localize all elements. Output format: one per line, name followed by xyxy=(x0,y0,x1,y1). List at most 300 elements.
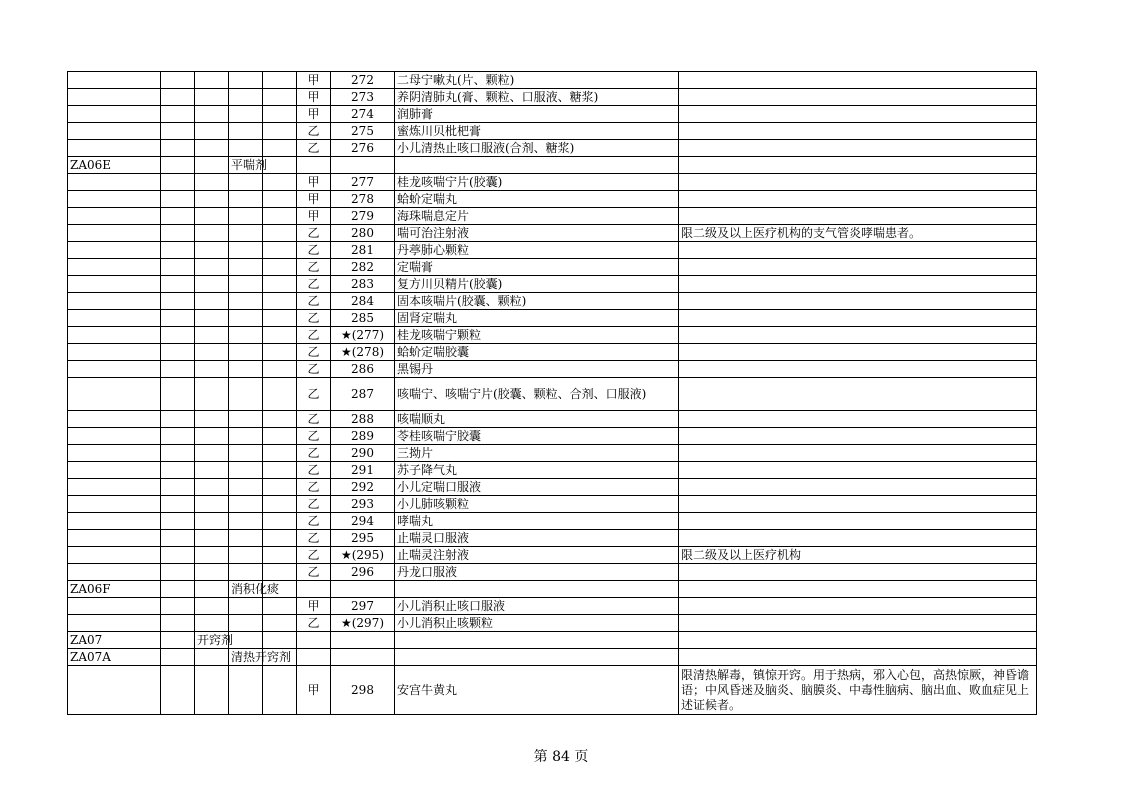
level3-cell xyxy=(229,411,263,428)
drug-number-cell: 297 xyxy=(331,598,395,615)
remarks-cell xyxy=(679,140,1037,157)
category-code-cell xyxy=(68,428,161,445)
table-row xyxy=(68,547,1037,564)
category-code-cell xyxy=(68,496,161,513)
drug-number-cell: 273 xyxy=(331,89,395,106)
drug-name-cell: 止喘灵口服液 xyxy=(395,530,679,547)
remarks-cell xyxy=(679,293,1037,310)
remarks-cell xyxy=(679,615,1037,632)
category-code-cell xyxy=(68,564,161,581)
grade-cell: 乙 xyxy=(297,547,331,564)
remarks-cell xyxy=(679,462,1037,479)
level1-cell xyxy=(161,581,195,598)
drug-name-cell: 蜜炼川贝枇杷膏 xyxy=(395,123,679,140)
remarks-cell xyxy=(679,174,1037,191)
level4-cell xyxy=(263,530,297,547)
level3-cell xyxy=(229,479,263,496)
drug-number-cell: 279 xyxy=(331,208,395,225)
table-row xyxy=(68,123,1037,140)
drug-number-cell xyxy=(331,581,395,598)
table-row xyxy=(68,428,1037,445)
table-row xyxy=(68,513,1037,530)
drug-number-cell: 288 xyxy=(331,411,395,428)
level2-cell xyxy=(195,581,229,598)
drug-number-cell: ★(278) xyxy=(331,344,395,361)
grade-cell: 乙 xyxy=(297,310,331,327)
level1-cell xyxy=(161,513,195,530)
level1-cell xyxy=(161,242,195,259)
level2-cell xyxy=(195,344,229,361)
level1-cell xyxy=(161,649,195,666)
level1-cell xyxy=(161,445,195,462)
drug-name-cell xyxy=(395,157,679,174)
drug-name-cell: 二母宁嗽丸(片、颗粒) xyxy=(395,72,679,89)
level2-cell xyxy=(195,208,229,225)
level3-cell xyxy=(229,378,263,411)
level2-cell xyxy=(195,242,229,259)
level2-cell xyxy=(195,598,229,615)
level3-cell xyxy=(229,462,263,479)
level3-cell xyxy=(229,89,263,106)
level1-cell xyxy=(161,598,195,615)
table-row xyxy=(68,259,1037,276)
table-row xyxy=(68,378,1037,411)
grade-cell: 甲 xyxy=(297,89,331,106)
table-row xyxy=(68,411,1037,428)
grade-cell: 甲 xyxy=(297,666,331,715)
level1-cell xyxy=(161,378,195,411)
table-row xyxy=(68,496,1037,513)
level4-cell xyxy=(263,564,297,581)
level3-cell xyxy=(229,106,263,123)
level3-cell xyxy=(229,428,263,445)
grade-cell: 乙 xyxy=(297,513,331,530)
level4-cell xyxy=(263,191,297,208)
drug-number-cell: ★(297) xyxy=(331,615,395,632)
category-code-cell xyxy=(68,310,161,327)
level3-cell xyxy=(229,72,263,89)
grade-cell: 乙 xyxy=(297,344,331,361)
level3-cell xyxy=(229,445,263,462)
drug-name-cell xyxy=(395,581,679,598)
category-code-cell xyxy=(68,530,161,547)
level3-cell xyxy=(229,513,263,530)
drug-name-cell: 养阴清肺丸(膏、颗粒、口服液、糖浆) xyxy=(395,89,679,106)
drug-number-cell xyxy=(331,632,395,649)
level3-cell xyxy=(229,293,263,310)
remarks-cell xyxy=(679,564,1037,581)
drug-name-cell: 丹龙口服液 xyxy=(395,564,679,581)
level4-cell xyxy=(263,293,297,310)
level4-cell xyxy=(263,310,297,327)
table-row xyxy=(68,344,1037,361)
category-code-cell xyxy=(68,547,161,564)
drug-name-cell: 安宫牛黄丸 xyxy=(395,666,679,715)
remarks-cell xyxy=(679,89,1037,106)
grade-cell: 乙 xyxy=(297,293,331,310)
drug-number-cell: 277 xyxy=(331,174,395,191)
category-code-cell xyxy=(68,462,161,479)
level1-cell xyxy=(161,496,195,513)
level1-cell xyxy=(161,208,195,225)
category-code-cell xyxy=(68,344,161,361)
level3-cell xyxy=(229,666,263,715)
level4-cell xyxy=(263,106,297,123)
drug-number-cell: 295 xyxy=(331,530,395,547)
drug-number-cell: 292 xyxy=(331,479,395,496)
table-row xyxy=(68,242,1037,259)
level3-cell xyxy=(229,174,263,191)
table-row xyxy=(68,89,1037,106)
drug-name-cell: 小儿定喘口服液 xyxy=(395,479,679,496)
remarks-cell: 限清热解毒，镇惊开窍。用于热病，邪入心包，高热惊厥，神昏谵语；中风昏迷及脑炎、脑膜炎、中毒性脑病、脑出血、败血症见上述证候者。 xyxy=(679,666,1037,715)
level3-cell xyxy=(229,632,263,649)
category-code-cell xyxy=(68,276,161,293)
drug-number-cell: 294 xyxy=(331,513,395,530)
drug-name-cell: 复方川贝精片(胶囊) xyxy=(395,276,679,293)
level2-cell xyxy=(195,106,229,123)
level4-cell xyxy=(263,411,297,428)
grade-cell: 甲 xyxy=(297,106,331,123)
remarks-cell xyxy=(679,191,1037,208)
category-code-cell xyxy=(68,361,161,378)
remarks-cell xyxy=(679,649,1037,666)
level1-cell xyxy=(161,310,195,327)
level3-cell xyxy=(229,344,263,361)
drug-number-cell xyxy=(331,649,395,666)
remarks-cell xyxy=(679,208,1037,225)
category-code-cell xyxy=(68,259,161,276)
level1-cell xyxy=(161,479,195,496)
level2-cell xyxy=(195,378,229,411)
category-code-cell xyxy=(68,106,161,123)
grade-cell xyxy=(297,157,331,174)
grade-cell xyxy=(297,581,331,598)
category-code-cell: ZA06E xyxy=(68,157,161,174)
level4-cell xyxy=(263,479,297,496)
remarks-cell xyxy=(679,411,1037,428)
table-row xyxy=(68,445,1037,462)
level3-cell xyxy=(229,242,263,259)
remarks-cell xyxy=(679,581,1037,598)
level2-cell xyxy=(195,191,229,208)
drug-number-cell: 272 xyxy=(331,72,395,89)
level3-cell: 消积化痰 xyxy=(229,581,263,598)
level3-cell xyxy=(229,530,263,547)
level3-cell xyxy=(229,225,263,242)
level2-cell xyxy=(195,462,229,479)
remarks-cell xyxy=(679,344,1037,361)
grade-cell: 乙 xyxy=(297,378,331,411)
category-code-cell xyxy=(68,225,161,242)
level4-cell xyxy=(263,276,297,293)
remarks-cell xyxy=(679,276,1037,293)
level2-cell xyxy=(195,547,229,564)
level2-cell xyxy=(195,89,229,106)
remarks-cell xyxy=(679,378,1037,411)
category-code-cell: ZA06F xyxy=(68,581,161,598)
drug-name-cell: 小儿消积止咳口服液 xyxy=(395,598,679,615)
level1-cell xyxy=(161,140,195,157)
category-code-cell: ZA07 xyxy=(68,632,161,649)
table-row xyxy=(68,615,1037,632)
level4-cell xyxy=(263,174,297,191)
level4-cell xyxy=(263,513,297,530)
level4-cell xyxy=(263,361,297,378)
table-row xyxy=(68,361,1037,378)
table-row xyxy=(68,191,1037,208)
table-row xyxy=(68,72,1037,89)
level3-cell xyxy=(229,547,263,564)
drug-name-cell: 固本咳喘片(胶囊、颗粒) xyxy=(395,293,679,310)
level1-cell xyxy=(161,106,195,123)
level3-cell xyxy=(229,327,263,344)
level4-cell xyxy=(263,225,297,242)
remarks-cell xyxy=(679,157,1037,174)
level2-cell xyxy=(195,479,229,496)
table-row xyxy=(68,632,1037,649)
level2-cell xyxy=(195,649,229,666)
table-row xyxy=(68,293,1037,310)
drug-name-cell: 蛤蚧定喘胶囊 xyxy=(395,344,679,361)
remarks-cell xyxy=(679,361,1037,378)
page-number: 第 84 页 xyxy=(533,749,589,765)
level3-cell: 平喘剂 xyxy=(229,157,263,174)
grade-cell: 甲 xyxy=(297,598,331,615)
table-row xyxy=(68,564,1037,581)
level2-cell xyxy=(195,615,229,632)
drug-name-cell: 喘可治注射液 xyxy=(395,225,679,242)
remarks-cell xyxy=(679,106,1037,123)
grade-cell: 甲 xyxy=(297,72,331,89)
level1-cell xyxy=(161,344,195,361)
level1-cell xyxy=(161,327,195,344)
level4-cell xyxy=(263,615,297,632)
grade-cell: 甲 xyxy=(297,191,331,208)
level4-cell xyxy=(263,462,297,479)
drug-name-cell: 桂龙咳喘宁颗粒 xyxy=(395,327,679,344)
category-code-cell xyxy=(68,72,161,89)
level1-cell xyxy=(161,361,195,378)
level4-cell xyxy=(263,496,297,513)
table-body xyxy=(68,72,1037,715)
level3-cell xyxy=(229,615,263,632)
level2-cell xyxy=(195,530,229,547)
category-code-cell xyxy=(68,140,161,157)
drug-number-cell: 287 xyxy=(331,378,395,411)
level3-cell xyxy=(229,598,263,615)
table-row xyxy=(68,140,1037,157)
level4-cell xyxy=(263,327,297,344)
category-code-cell: ZA07A xyxy=(68,649,161,666)
level3-cell xyxy=(229,191,263,208)
level3-cell xyxy=(229,496,263,513)
level4-cell xyxy=(263,344,297,361)
drug-name-cell: 咳喘宁、咳喘宁片(胶囊、颗粒、合剂、口服液) xyxy=(395,378,679,411)
category-code-cell xyxy=(68,411,161,428)
level4-cell xyxy=(263,123,297,140)
grade-cell: 乙 xyxy=(297,327,331,344)
drug-number-cell: 285 xyxy=(331,310,395,327)
category-code-cell xyxy=(68,479,161,496)
level3-cell xyxy=(229,310,263,327)
drug-number-cell: 282 xyxy=(331,259,395,276)
table-row xyxy=(68,310,1037,327)
category-code-cell xyxy=(68,89,161,106)
drug-number-cell: 274 xyxy=(331,106,395,123)
drug-number-cell: 281 xyxy=(331,242,395,259)
table-row xyxy=(68,327,1037,344)
category-code-cell xyxy=(68,123,161,140)
level2-cell xyxy=(195,140,229,157)
grade-cell: 甲 xyxy=(297,208,331,225)
drug-name-cell: 黑锡丹 xyxy=(395,361,679,378)
level4-cell xyxy=(263,632,297,649)
drug-number-cell: 283 xyxy=(331,276,395,293)
table-row xyxy=(68,106,1037,123)
drug-number-cell: 276 xyxy=(331,140,395,157)
level4-cell xyxy=(263,445,297,462)
drug-name-cell: 蛤蚧定喘丸 xyxy=(395,191,679,208)
level3-cell xyxy=(229,123,263,140)
level4-cell xyxy=(263,242,297,259)
drug-number-cell: ★(295) xyxy=(331,547,395,564)
grade-cell: 乙 xyxy=(297,123,331,140)
table-row xyxy=(68,598,1037,615)
category-code-cell xyxy=(68,378,161,411)
level4-cell xyxy=(263,140,297,157)
drug-name-cell: 小儿消积止咳颗粒 xyxy=(395,615,679,632)
level1-cell xyxy=(161,72,195,89)
level4-cell xyxy=(263,666,297,715)
level2-cell xyxy=(195,123,229,140)
drug-number-cell: 284 xyxy=(331,293,395,310)
level1-cell xyxy=(161,428,195,445)
category-code-cell xyxy=(68,666,161,715)
level4-cell xyxy=(263,259,297,276)
level2-cell xyxy=(195,259,229,276)
level1-cell xyxy=(161,276,195,293)
drug-name-cell xyxy=(395,649,679,666)
grade-cell: 乙 xyxy=(297,428,331,445)
level3-cell xyxy=(229,140,263,157)
grade-cell: 乙 xyxy=(297,140,331,157)
category-code-cell xyxy=(68,174,161,191)
drug-number-cell: 293 xyxy=(331,496,395,513)
drug-name-cell: 海珠喘息定片 xyxy=(395,208,679,225)
level1-cell xyxy=(161,157,195,174)
level1-cell xyxy=(161,225,195,242)
remarks-cell xyxy=(679,259,1037,276)
level1-cell xyxy=(161,411,195,428)
level3-cell xyxy=(229,276,263,293)
category-code-cell xyxy=(68,615,161,632)
drug-name-cell: 小儿肺咳颗粒 xyxy=(395,496,679,513)
drug-name-cell: 润肺膏 xyxy=(395,106,679,123)
grade-cell: 乙 xyxy=(297,615,331,632)
level2-cell xyxy=(195,428,229,445)
level2-cell xyxy=(195,293,229,310)
drug-number-cell: 291 xyxy=(331,462,395,479)
grade-cell: 乙 xyxy=(297,259,331,276)
level3-cell xyxy=(229,564,263,581)
remarks-cell xyxy=(679,530,1037,547)
grade-cell: 乙 xyxy=(297,479,331,496)
level2-cell: 开窍剂 xyxy=(195,632,229,649)
drug-number-cell: 298 xyxy=(331,666,395,715)
level2-cell xyxy=(195,496,229,513)
drug-name-cell: 固肾定喘丸 xyxy=(395,310,679,327)
level4-cell xyxy=(263,208,297,225)
grade-cell xyxy=(297,649,331,666)
level3-cell xyxy=(229,208,263,225)
category-code-cell xyxy=(68,242,161,259)
level4-cell xyxy=(263,89,297,106)
level4-cell xyxy=(263,157,297,174)
level4-cell xyxy=(263,72,297,89)
grade-cell: 乙 xyxy=(297,242,331,259)
level1-cell xyxy=(161,259,195,276)
remarks-cell xyxy=(679,632,1037,649)
level2-cell xyxy=(195,157,229,174)
level3-cell xyxy=(229,361,263,378)
drug-number-cell: 286 xyxy=(331,361,395,378)
table-row xyxy=(68,174,1037,191)
category-code-cell xyxy=(68,598,161,615)
category-code-cell xyxy=(68,513,161,530)
level4-cell xyxy=(263,547,297,564)
grade-cell: 乙 xyxy=(297,496,331,513)
level3-cell: 清热开窍剂 xyxy=(229,649,263,666)
level2-cell xyxy=(195,310,229,327)
grade-cell: 乙 xyxy=(297,411,331,428)
remarks-cell xyxy=(679,242,1037,259)
table-row xyxy=(68,530,1037,547)
grade-cell: 乙 xyxy=(297,462,331,479)
level2-cell xyxy=(195,666,229,715)
level2-cell xyxy=(195,72,229,89)
level2-cell xyxy=(195,564,229,581)
level2-cell xyxy=(195,445,229,462)
level1-cell xyxy=(161,615,195,632)
remarks-cell xyxy=(679,428,1037,445)
remarks-cell xyxy=(679,445,1037,462)
remarks-cell xyxy=(679,310,1037,327)
remarks-cell xyxy=(679,72,1037,89)
drug-name-cell: 哮喘丸 xyxy=(395,513,679,530)
level4-cell xyxy=(263,598,297,615)
remarks-cell xyxy=(679,479,1037,496)
level1-cell xyxy=(161,632,195,649)
remarks-cell xyxy=(679,327,1037,344)
table-row xyxy=(68,666,1037,715)
drug-number-cell: ★(277) xyxy=(331,327,395,344)
level1-cell xyxy=(161,89,195,106)
table-row xyxy=(68,581,1037,598)
level1-cell xyxy=(161,530,195,547)
level1-cell xyxy=(161,174,195,191)
drug-name-cell: 止喘灵注射液 xyxy=(395,547,679,564)
drug-name-cell: 苓桂咳喘宁胶囊 xyxy=(395,428,679,445)
grade-cell: 乙 xyxy=(297,225,331,242)
drug-number-cell: 290 xyxy=(331,445,395,462)
table-row xyxy=(68,649,1037,666)
category-code-cell xyxy=(68,327,161,344)
level1-cell xyxy=(161,547,195,564)
level1-cell xyxy=(161,564,195,581)
grade-cell: 乙 xyxy=(297,445,331,462)
table-row xyxy=(68,276,1037,293)
